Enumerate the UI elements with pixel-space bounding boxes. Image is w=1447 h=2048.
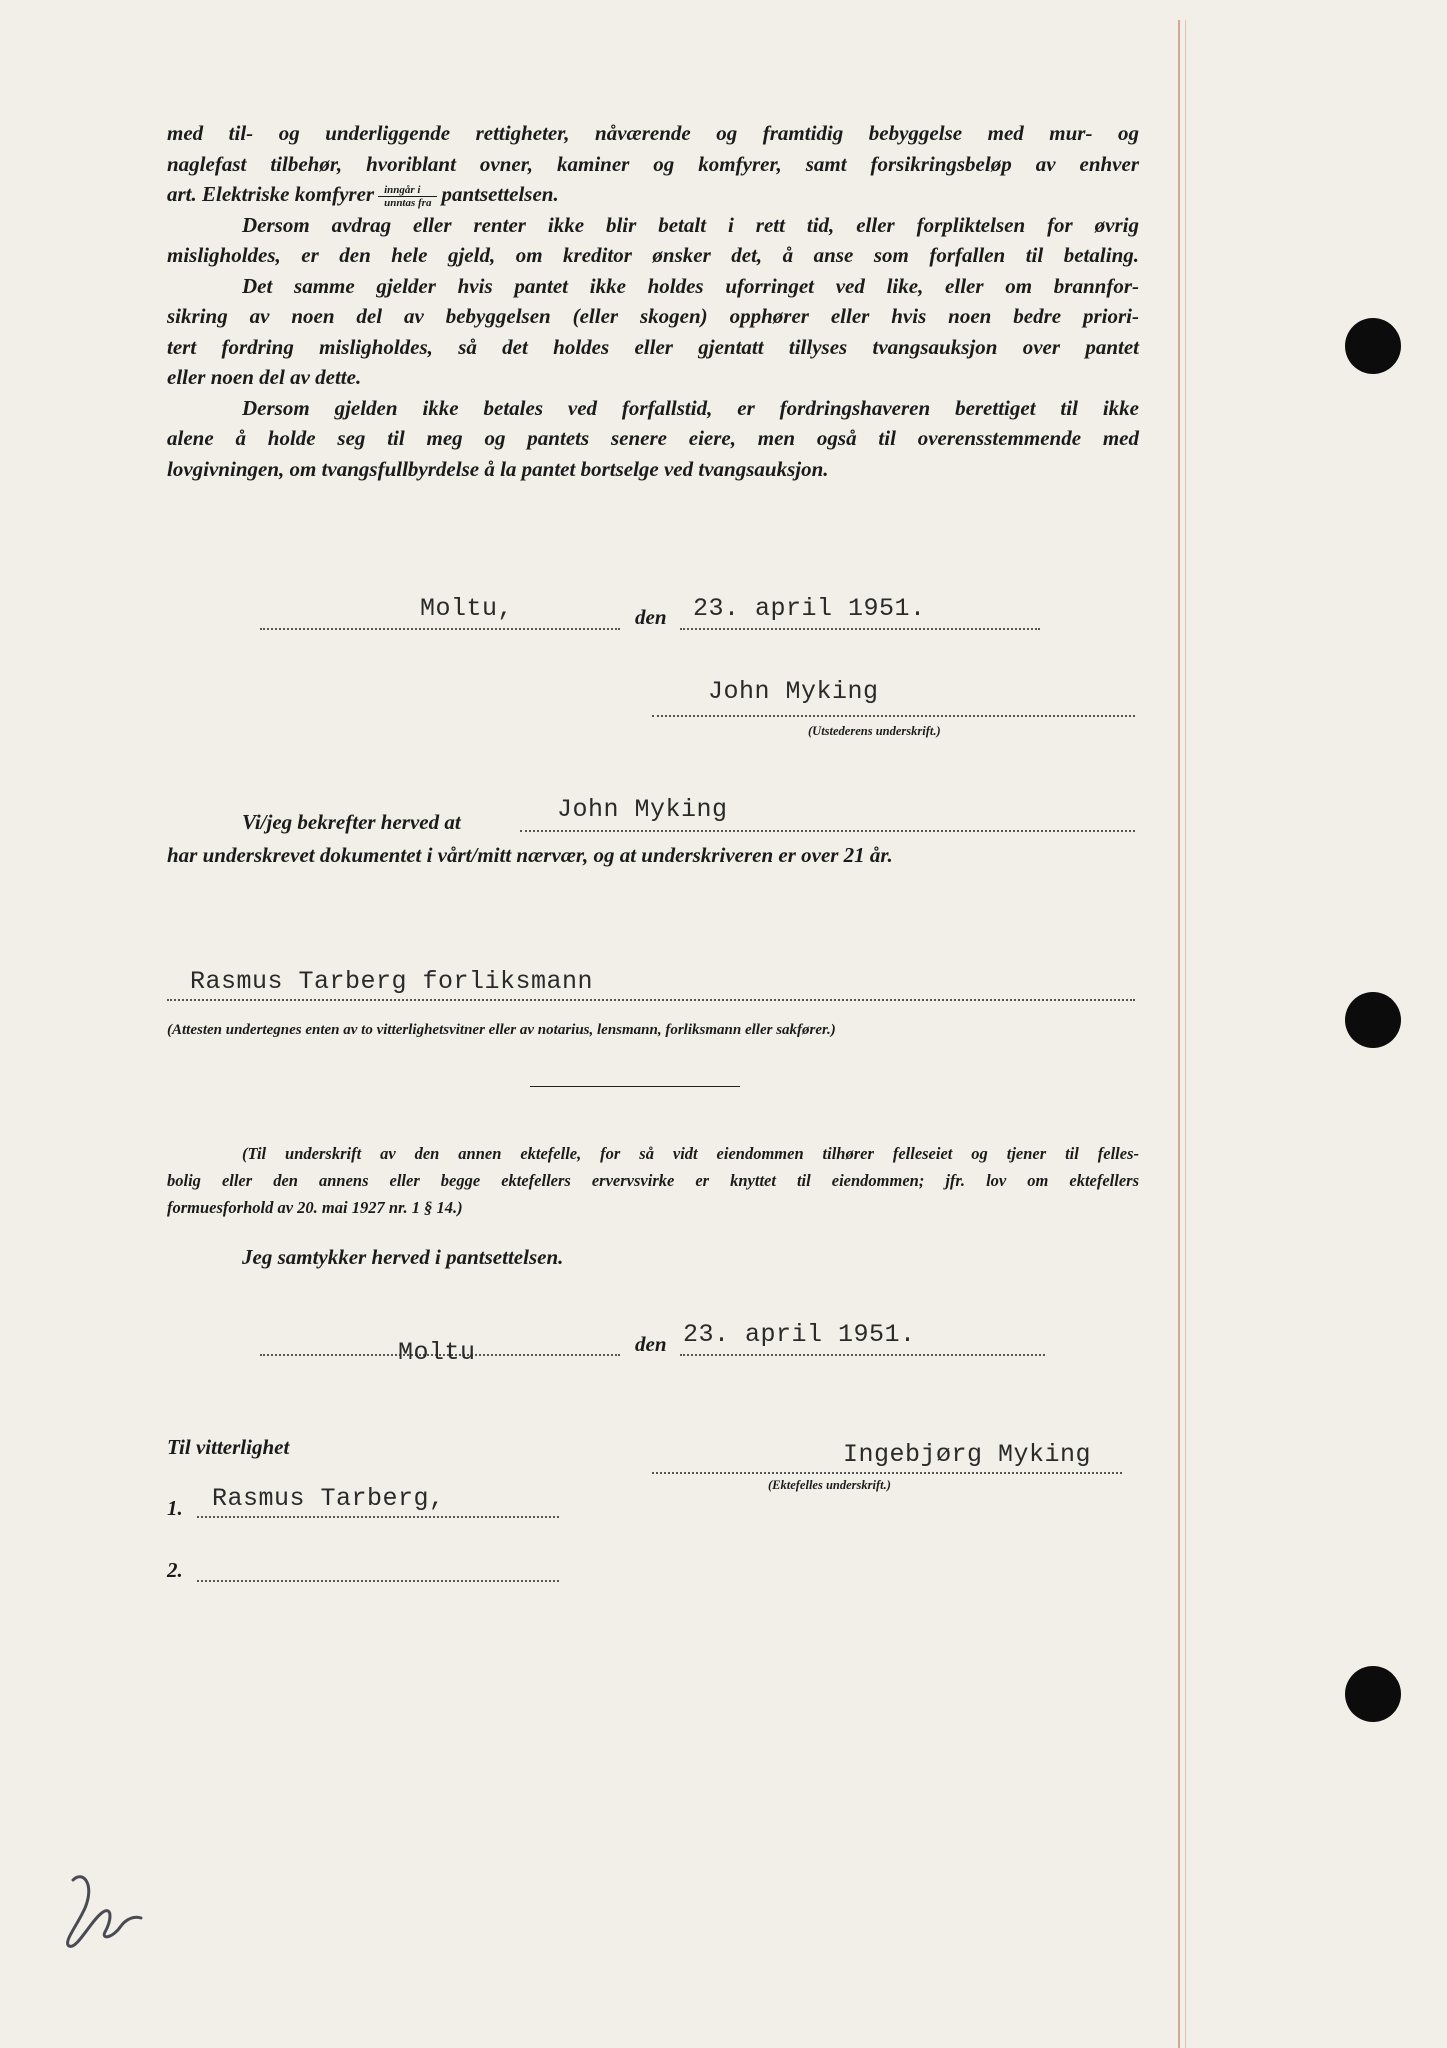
clause-line: Det samme gjelder hvis pantet ikke holdes uforringet ved like, eller om brannfor- xyxy=(242,273,1139,298)
witness1-number: 1. xyxy=(167,1496,183,1520)
note-line: bolig eller den annens eller begge ektefellers ervervsvirke er knyttet til eiendommen; jfr. lov om ektefellers xyxy=(167,1171,1139,1190)
mortgage-clause xyxy=(167,118,1139,484)
consent-text: Jeg samtykker herved i pantsettelsen. xyxy=(242,1245,564,1269)
divider xyxy=(530,1086,740,1087)
clause-line: med til- og underliggende rettigheter, nåværende og framtidig bebyggelse med mur- og xyxy=(167,121,1139,145)
witness2-line xyxy=(197,1580,559,1582)
signer-name: John Myking xyxy=(708,677,879,706)
confirmed-name: John Myking xyxy=(557,795,728,824)
note-line: formuesforhold av 20. mai 1927 nr. 1 § 14.) xyxy=(167,1198,463,1217)
witness-line xyxy=(167,999,1135,1001)
clause-line: tert fordring misligholdes, så det holdes eller gjentatt tillyses tvangsauksjon over pantet xyxy=(167,334,1139,359)
punch-hole xyxy=(1345,1666,1401,1722)
fraction-bottom: unntas fra xyxy=(384,196,432,209)
clause-line: Dersom avdrag eller renter ikke blir betalt i rett tid, eller forpliktelsen for øvrig xyxy=(242,212,1139,237)
consent-date: 23. april 1951. xyxy=(683,1320,916,1349)
witness2-number: 2. xyxy=(167,1558,183,1582)
confirmation-prefix: Vi/jeg bekrefter herved at xyxy=(242,810,461,834)
spouse-caption: (Ektefelles underskrift.) xyxy=(768,1478,891,1492)
fraction xyxy=(378,184,437,209)
margin-rule xyxy=(1178,20,1180,2048)
witness1-line xyxy=(197,1516,559,1518)
signing-date: 23. april 1951. xyxy=(693,594,926,623)
clause-line: sikring av noen del av bebyggelsen (eller skogen) opphører eller hvis noen bedre priori- xyxy=(167,304,1139,328)
witness-caption: (Attesten undertegnes enten av to vitterlighetsvitner eller av notarius, lensmann, forliksmann eller sakfører.) xyxy=(167,1022,836,1038)
consent-place: Moltu xyxy=(398,1338,476,1367)
signer-caption: (Utstederens underskrift.) xyxy=(808,724,941,738)
clause-text: pantsettelsen. xyxy=(441,182,559,206)
margin-rule-secondary xyxy=(1185,20,1186,2048)
date-line xyxy=(680,628,1040,630)
confirmation-line xyxy=(520,830,1135,832)
clause-line: lovgivningen, om tvangsfullbyrdelse å la pantet bortselge ved tvangsauksjon. xyxy=(167,456,829,481)
den-label: den xyxy=(635,605,667,629)
clause-line: Dersom gjelden ikke betales ved forfallstid, er fordringshaveren berettiget til ikke xyxy=(242,395,1139,420)
spouse-note xyxy=(167,1140,1139,1221)
clause-line: alene å holde seg til meg og pantets senere eiere, men også til overensstemmende med xyxy=(167,426,1139,450)
confirmation-text: har underskrevet dokumentet i vårt/mitt nærvær, og at underskriveren er over 21 år. xyxy=(167,843,893,867)
fraction-top: inngår i xyxy=(378,184,437,197)
witness-heading: Til vitterlighet xyxy=(167,1435,290,1459)
clause-text: art. Elektriske komfyrer xyxy=(167,182,375,206)
pencil-mark-icon xyxy=(55,1860,145,1950)
consent-date-line xyxy=(680,1354,1045,1356)
place-line xyxy=(260,628,620,630)
consent-den-label: den xyxy=(635,1332,667,1356)
spouse-signature: Ingebjørg Myking xyxy=(843,1440,1092,1469)
spouse-signature-line xyxy=(652,1472,1122,1474)
witness-signature: Rasmus Tarberg forliksmann xyxy=(190,967,594,996)
signing-place: Moltu, xyxy=(420,594,514,623)
signature-line xyxy=(652,715,1135,717)
punch-hole xyxy=(1345,992,1401,1048)
witness1-signature: Rasmus Tarberg, xyxy=(212,1484,445,1513)
note-line: (Til underskrift av den annen ektefelle, for så vidt eiendommen tilhører felleseiet og tjener til felles- xyxy=(242,1144,1139,1163)
clause-line: misligholdes, er den hele gjeld, om kreditor ønsker det, å anse som forfallen til betaling. xyxy=(167,243,1139,267)
punch-hole xyxy=(1345,318,1401,374)
clause-line: naglefast tilbehør, hvoriblant ovner, kaminer og komfyrer, samt forsikringsbeløp av enhver xyxy=(167,151,1139,176)
clause-line: eller noen del av dette. xyxy=(167,365,362,389)
clause-line xyxy=(167,179,1139,210)
